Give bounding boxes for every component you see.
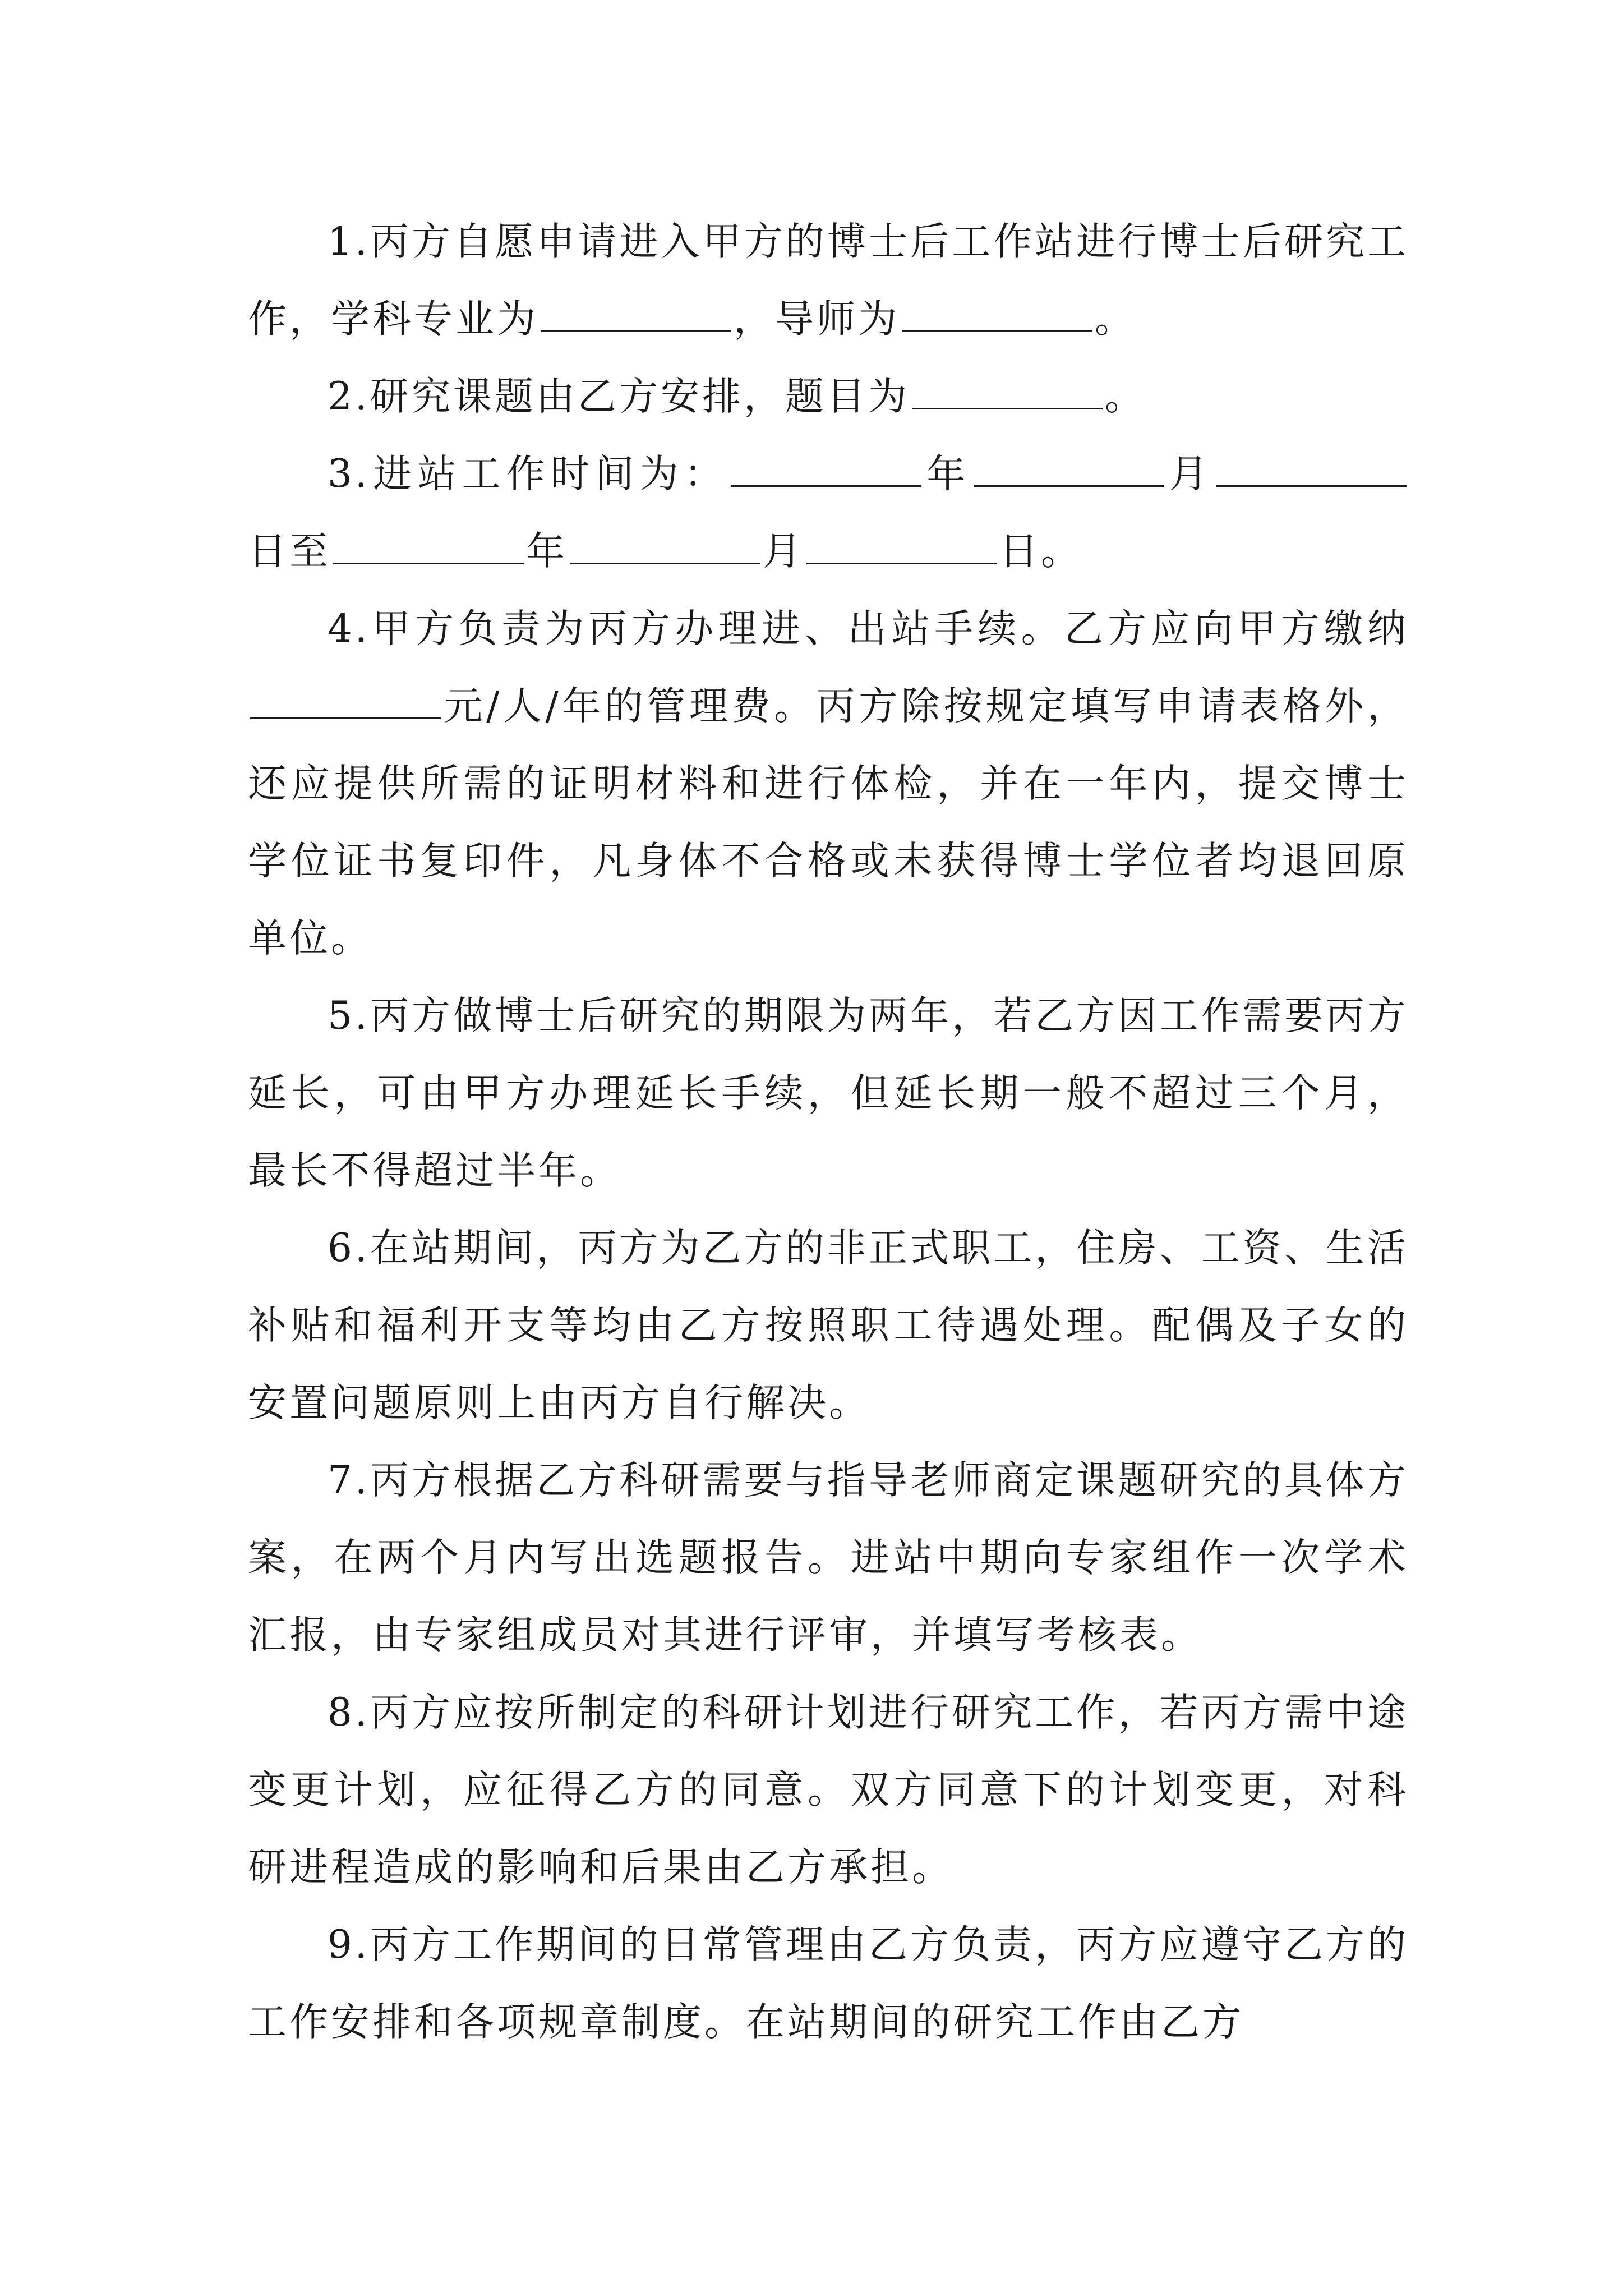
clause-1 — [248, 203, 1409, 358]
clause-2 — [248, 358, 1409, 435]
clause-3-text-d: 日至 — [248, 529, 331, 574]
clause-3-text-g: 日。 — [999, 529, 1082, 574]
clause-4 — [248, 590, 1409, 977]
blank-topic — [912, 376, 1103, 409]
clause-2-text-b: 。 — [1104, 374, 1146, 419]
clause-9: 9.丙方工作期间的日常管理由乙方负责，丙方应遵守乙方的工作安排和各项规章制度。在站期间的研究工作由乙方 — [248, 1922, 1409, 2045]
clause-8: 8.丙方应按所制定的科研计划进行研究工作，若丙方需中途变更计划，应征得乙方的同意。双方同意下的计划变更，对科研进程造成的影响和后果由乙方承担。 — [248, 1690, 1409, 1890]
clause-7: 7.丙方根据乙方科研需要与指导老师商定课题研究的具体方案，在两个月内写出选题报告。进站中期向专家组作一次学术汇报，由专家组成员对其进行评审，并填写考核表。 — [248, 1458, 1409, 1658]
clause-3-text-a: 3.进站工作时间为： — [328, 452, 729, 496]
clause-3-text-e: 年 — [526, 529, 568, 574]
blank-end-day — [806, 531, 997, 564]
clause-3-text-b: 年 — [924, 452, 971, 496]
blank-end-month — [570, 531, 760, 564]
blank-start-month — [974, 454, 1164, 487]
blank-start-year — [731, 454, 921, 487]
clause-1-text-c: 。 — [1095, 297, 1136, 342]
contract-body — [248, 203, 1409, 2061]
clause-4-text-b: 元/人/年的管理费。丙方除按规定填写申请表格外，还应提供所需的证明材料和进行体检，并在一年内，提交博士学位证书复印件，凡身体不合格或未获得博士学位者均退回原单位。 — [248, 684, 1409, 961]
clause-5: 5.丙方做博士后研究的期限为两年，若乙方因工作需要丙方延长，可由甲方办理延长手续，但延长期一般不超过三个月，最长不得超过半年。 — [248, 993, 1409, 1193]
clause-6: 6.在站期间，丙方为乙方的非正式职工，住房、工资、生活补贴和福利开支等均由乙方按照职工待遇处理。配偶及子女的安置问题原则上由丙方自行解决。 — [248, 1226, 1409, 1425]
blank-start-day — [1216, 454, 1407, 487]
clause-3 — [248, 435, 1409, 590]
clause-3-text-f: 月 — [763, 529, 804, 574]
blank-end-year — [333, 531, 524, 564]
blank-discipline — [541, 299, 731, 332]
blank-management-fee — [250, 686, 441, 719]
blank-advisor — [902, 299, 1092, 332]
clause-4-text-a: 4.甲方负责为丙方办理进、出站手续。乙方应向甲方缴纳 — [328, 606, 1409, 651]
clause-3-text-c: 月 — [1166, 452, 1214, 496]
clause-2-text-a: 2.研究课题由乙方安排，题目为 — [328, 374, 910, 419]
clause-1-text-b: ，导师为 — [734, 297, 900, 342]
clause-1-text-a: 1.丙方自愿申请进入甲方的博士后工作站进行博士后研究工作，学科专业为 — [248, 219, 1409, 342]
